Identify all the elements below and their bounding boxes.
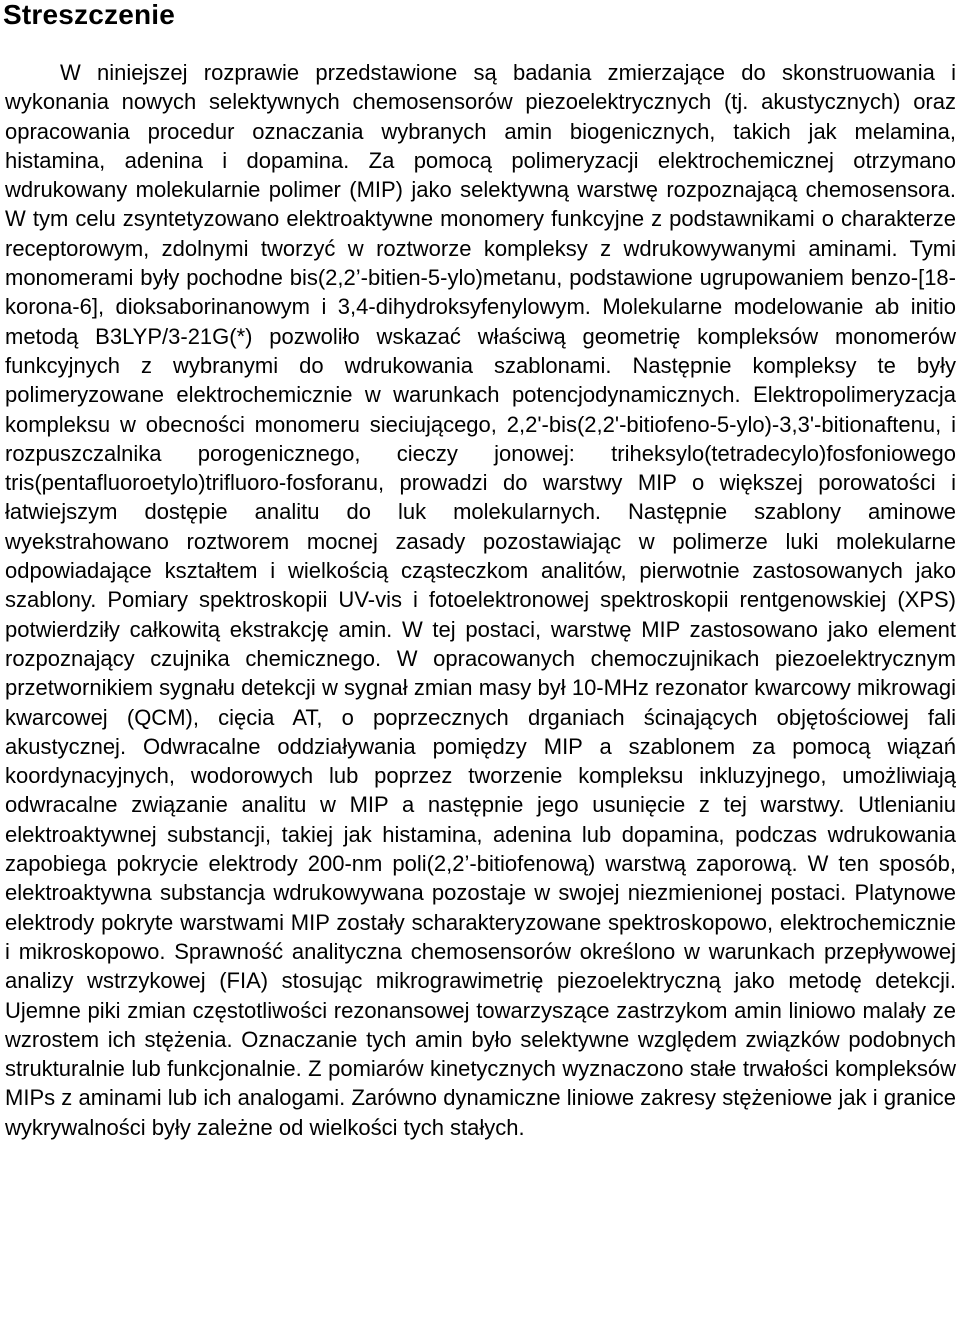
page-title: Streszczenie <box>3 0 176 30</box>
abstract-paragraph: W niniejszej rozprawie przedstawione są badania zmierzające do skonstruowania i wykonania nowych selektywnych chemosensorów piezoelektrycznych (tj. akustycznych) oraz opracowania procedur oznaczania wybranych amin biogenicznych, takich jak melamina, histamina, adenina i dopamina. Za pomocą polimeryzacji elektrochemicznej otrzymano wdrukowany molekularnie polimer (MIP) jako selektywną warstwę rozpoznającą chemosensora. W tym celu zsyntetyzowano elektroaktywne monomery funkcyjne z podstawnikami o charakterze receptorowym, zdolnymi tworzyć w roztworze kompleksy z wdrukowywanymi aminami. Tymi monomerami były pochodne bis(2,2’-bitien-5-ylo)metanu, podstawione ugrupowaniem benzo-[18-korona-6], dioksaborinanowym i 3,4-dihydroksyfenylowym. Molekularne modelowanie ab initio metodą B3LYP/3-21G(*) pozwoliło wskazać właściwą geometrię kompleksów monomerów funkcyjnych z wybranymi do wdrukowania szablonami. Następnie kompleksy te były polimeryzowane elektrochemicznie w warunkach potencjodynamicznych. Elektropolimeryzacja kompleksu w obecności monomeru sieciującego, 2,2'-bis(2,2'-bitiofeno-5-ylo)-3,3'-bitionaftenu, i rozpuszczalnika porogenicznego, cieczy jonowej: triheksylo(tetradecylo)fosfoniowego tris(pentafluoroetylo)trifluoro-fosforanu, prowadzi do warstwy MIP o większej porowatości i łatwiejszym dostępie analitu do luk molekularnych. Następnie szablony aminowe wyekstrahowano roztworem mocnej zasady pozostawiając w polimerze luki molekularne odpowiadające kształtem i wielkością cząsteczkom analitów, pierwotnie zastosowanych jako szablony. Pomiary spektroskopii UV-vis i fotoelektronowej spektroskopii rentgenowskiej (XPS) potwierdziły całkowitą ekstrakcję amin. W tej postaci, warstwę MIP zastosowano jako element rozpoznający czujnika chemicznego. W opracowanych chemoczujnikach piezoelektrycznym przetwornikiem sygnału detekcji w sygnał zmian masy był 10-MHz rezonator kwarcowy mikrowagi kwarcowej (QCM), cięcia AT, o poprzecznych drganiach ścinających objętościowej fali akustycznej. Odwracalne oddziaływania pomiędzy MIP a szablonem za pomocą wiązań koordynacyjnych, wodorowych lub poprzez tworzenie kompleksu inkluzyjnego, umożliwiają odwracalne związanie analitu w MIP a następnie jego usunięcie z tej warstwy. Utlenianiu elektroaktywnej substancji, takiej jak histamina, adenina lub dopamina, podczas wdrukowania zapobiega pokrycie elektrody 200-nm poli(2,2’-bitiofenową) warstwą zaporową. W ten sposób, elektroaktywna substancja wdrukowywana pozostaje w swojej niezmienionej postaci. Platynowe elektrody pokryte warstwami MIP zostały scharakteryzowane spektroskopowo, elektrochemicznie i mikroskopowo. Sprawność analityczna chemosensorów określono w warunkach przepływowej analizy wstrzykowej (FIA) stosując mikrograwimetrię piezoelektryczną jako metodę detekcji. Ujemne piki zmian częstotliwości rezonansowej towarzyszące zastrzykom amin liniowo malały ze wzrostem ich stężenia. Oznaczanie tych amin było selektywne względem związków podobnych strukturalnie lub funkcjonalnie. Z pomiarów kinetycznych wyznaczono stałe trwałości kompleksów MIPs z aminami lub ich analogami. Zarówno dynamiczne liniowe zakresy stężeniowe jak i granice wykrywalności były zależne od wielkości tych stałych. <box>5 60 956 1140</box>
